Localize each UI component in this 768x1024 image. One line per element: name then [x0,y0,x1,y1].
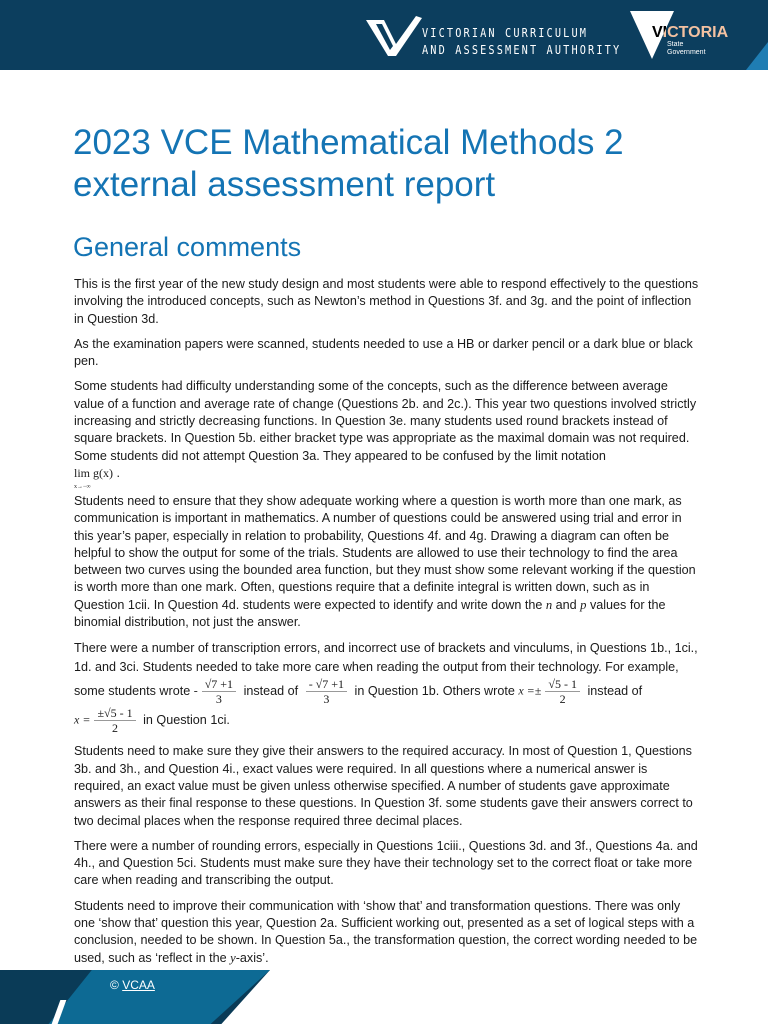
paragraph: Students need to make sure they give their answers to the required accuracy. In most of Question 1, Questions 3b. and 3h., and Question 4i., exact values were required. In all questions where a numerical answer is required, an exact value must be given unless otherwise specified. A number of students gave approximate answers as their final response to these questions. In Question 3f. some students gave their answers correct to two decimal places when the response required three decimal places. [74,744,693,828]
paragraph: Some students had difficulty understanding some of the concepts, such as the difference between average value of a function and average rate of change (Questions 2b. and 2c.). This year two questions involved strictly increasing and strictly decreasing functions. In Question 3e. many students used round brackets instead of square brackets. In Question 5b. either bracket type was appropriate as the maximal domain was not required. Some students did not attempt Question 3a. They appeared to be confused by the limit notation lim g(x) x→−∞ . [74,379,697,490]
copyright: © VCAA [110,978,155,992]
section-heading: General comments [73,232,302,262]
footer-banner [0,970,768,1024]
vcaa-link[interactable]: VCAA [122,978,155,992]
math-expression: x = $\frac{\pm√5 - 1}{2}$ [74,706,140,735]
page-title: 2023 VCE Mathematical Methods 2 external assessment report [73,123,624,204]
math-expression: $\frac{- √7 +1}{3}$ [302,677,351,706]
victoria-wordmark: VICTORIA [652,24,729,41]
vcaa-org-name: VICTORIAN CURRICULUM AND ASSESSMENT AUTHORITY [422,25,622,57]
paragraph: Students need to improve their communication with ‘show that’ and transformation questions. There was only one ‘show that’ question this year, Question 2a. Sufficient working out, presented as a set of logical steps with a conclusion, needed to be shown. In Question 5a., the transformation question, the correct wording needed to be used, such as ‘reflect in the y-axis’. [74,898,698,965]
math-expression: x =± $\frac{√5 - 1}{2}$ [518,677,584,706]
paragraph: There were a number of rounding errors, especially in Questions 1ciii., Questions 3d. and 3f., Questions 4a. and 4h., and Question 5ci. Students must make sure they have their technology set to the correct float or take more care when reading and transcribing the output. [74,838,698,888]
paragraph: Students need to ensure that they show adequate working where a question is worth more than one mark, as communication is important in mathematics. A number of questions could be answered using trial and error in this year’s paper, especially in relation to probability, Questions 4f. and 4g. Drawing a diagram can often be helpful to show the output for some of the trials. Students are allowed to use their technology to find the area between two curves using the bounded area function, but they must show some relevant working if the question is worth more than one mark. Often, questions require that a definite integral is written down, such as in Question 1cii. In Question 4d. students were expected to identify and write down the n and p values for the binomial distribution, not just the answer. [74,493,696,630]
math-expression: - $\frac{√7 +1}{3}$ [194,677,240,706]
victoria-subtitle: State Government [667,41,706,56]
vcaa-logo-icon [366,14,422,58]
report-body [74,276,700,975]
corner-accent [746,42,768,70]
paragraph: This is the first year of the new study design and most students were able to respond effectively to the questions involving the introduced concepts, such as Newton’s method in Questions 3f. and 3g. and the point of inflection in Question 3d. [74,277,699,326]
header-banner [0,0,768,70]
paragraph: As the examination papers were scanned, students needed to use a HB or darker pencil or a dark blue or black pen. [74,336,693,369]
limit-notation: lim g(x) x→−∞ [74,465,113,490]
paragraph: There were a number of transcription errors, and incorrect use of brackets and vinculums, in Questions 1b., 1ci., 1d. and 3ci. Students needed to take more care when reading the output from their technology. For example, some students wrote - $\frac{√7 +1}{3}$ instead of $\frac{- √7 +1}{3}$ in Question 1b. Others wrote x =± $\frac{√5 - 1}{2}$ instead of x = $\frac{\pm√5 - 1}{2}$ in Question 1ci. [74,641,698,736]
